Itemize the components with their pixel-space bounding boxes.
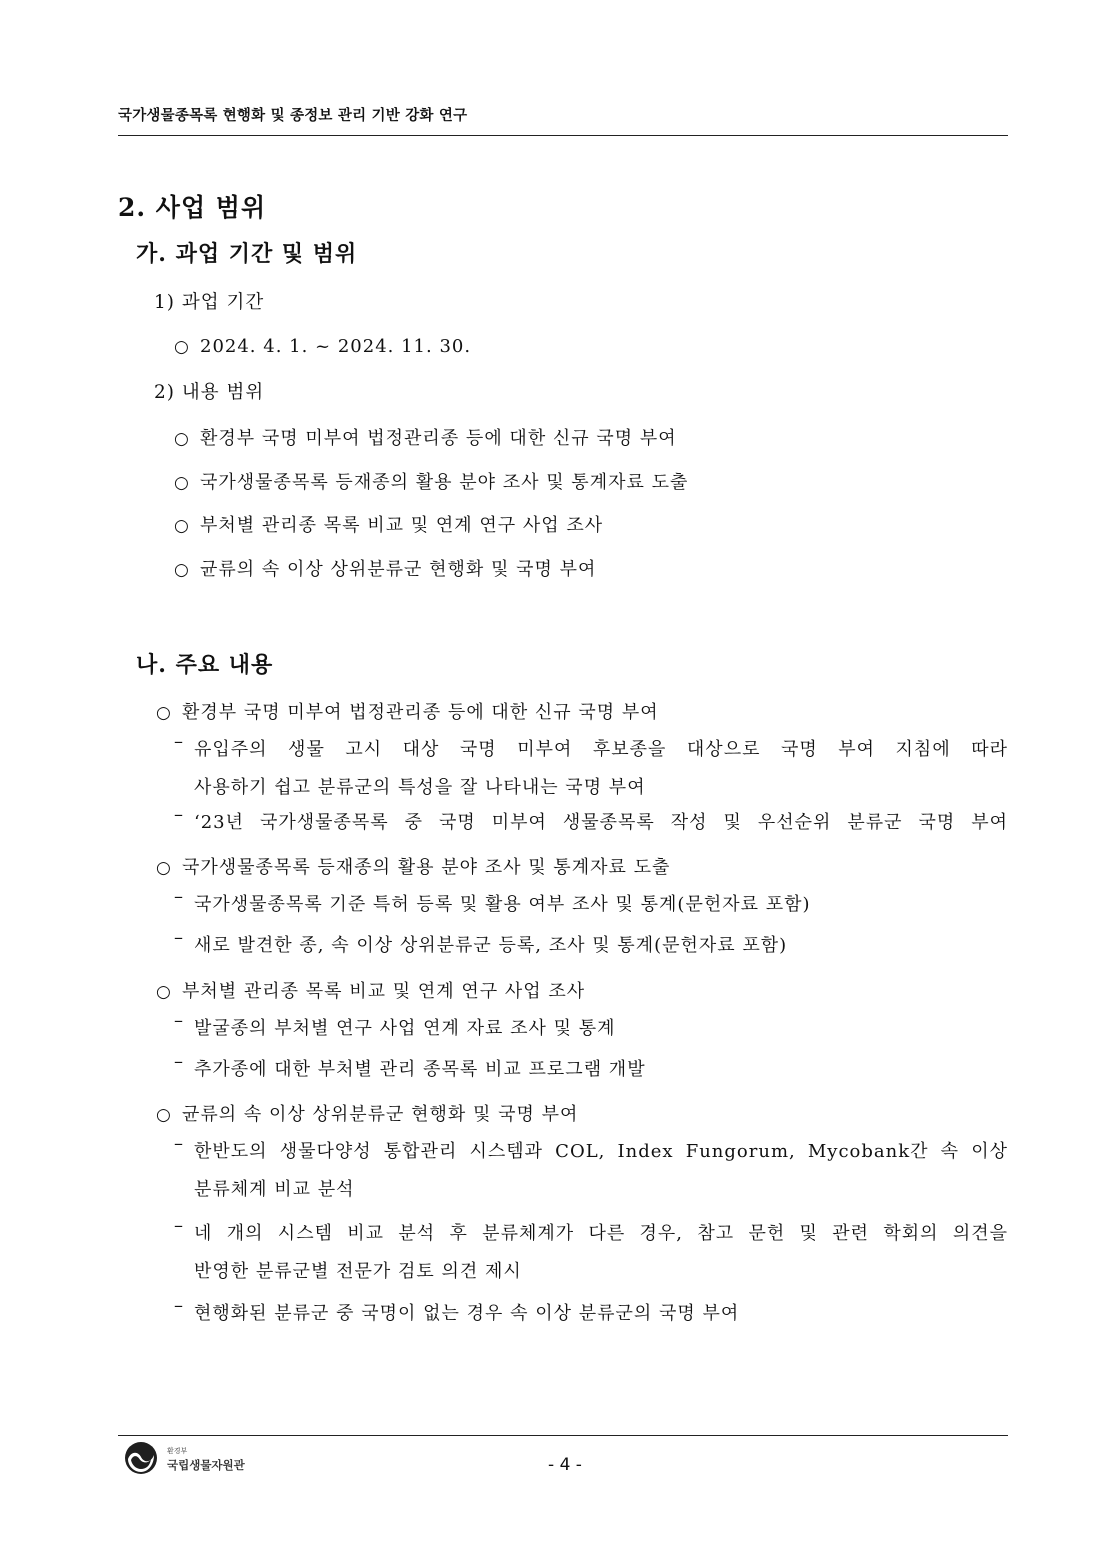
dash-bullet: –: [174, 731, 184, 752]
circle-bullet: ○: [174, 516, 190, 536]
document-header-title: 국가생물종목록 현행화 및 종정보 관리 기반 강화 연구: [118, 108, 468, 124]
page-number: - 4 -: [548, 1455, 582, 1475]
dash-bullet: –: [174, 1295, 184, 1316]
group-title: 국가생물종목록 등재종의 활용 분야 조사 및 통계자료 도출: [182, 857, 671, 878]
dash-item-line: 현행화된 분류군 중 국명이 없는 경우 속 이상 분류군의 국명 부여: [194, 1303, 740, 1324]
circle-bullet: ○: [156, 1105, 172, 1125]
dash-bullet: –: [174, 1051, 184, 1072]
dash-bullet: –: [174, 927, 184, 948]
dash-item-line: 네 개의 시스템 비교 분석 후 분류체계가 다른 경우, 참고 문헌 및 관련 학회의 의견을: [194, 1223, 1008, 1244]
dash-item: [174, 1051, 646, 1089]
dash-bullet: –: [174, 1133, 184, 1154]
dash-item: [174, 1010, 616, 1048]
dash-item: [174, 1215, 1008, 1291]
part-a-title: 가. 과업 기간 및 범위: [136, 241, 358, 267]
circle-bullet: ○: [174, 560, 190, 580]
dash-bullet: –: [174, 1215, 184, 1236]
header-divider: [118, 135, 1008, 136]
circle-bullet: ○: [174, 473, 190, 493]
dash-item: [174, 1133, 1008, 1209]
circle-bullet: ○: [156, 858, 172, 878]
dash-bullet: –: [174, 804, 184, 825]
group-title: 부처별 관리종 목록 비교 및 연계 연구 사업 조사: [182, 981, 586, 1002]
dash-item-line: 발굴종의 부처별 연구 사업 연계 자료 조사 및 통계: [194, 1018, 616, 1039]
scope-text: 국가생물종목록 등재종의 활용 분야 조사 및 통계자료 도출: [200, 472, 689, 493]
dash-item-line: ‘23년 국가생물종목록 중 국명 미부여 생물종목록 작성 및 우선순위 분류군 국명 부여: [194, 812, 1008, 833]
footer-divider: [118, 1435, 1008, 1436]
main-content-group: [156, 1100, 578, 1126]
dash-item-line: 사용하기 쉽고 분류군의 특성을 잘 나타내는 국명 부여: [194, 777, 646, 798]
main-content-group: [156, 977, 585, 1003]
circle-bullet: ○: [174, 429, 190, 449]
scope-item: [174, 424, 677, 450]
dash-item: [174, 886, 811, 924]
period-item: [174, 336, 471, 357]
circle-bullet: ○: [174, 337, 190, 357]
dash-item-line: 반영한 분류군별 전문가 검토 의견 제시: [194, 1261, 522, 1282]
scope-item: [174, 468, 688, 494]
dash-item-line: 유입주의 생물 고시 대상 국명 미부여 후보종을 대상으로 국명 부여 지침에 따라: [194, 739, 1008, 760]
dash-item-line: 추가종에 대한 부처별 관리 종목록 비교 프로그램 개발: [194, 1059, 646, 1080]
dash-item: [174, 1295, 739, 1333]
part-b-title: 나. 주요 내용: [136, 652, 274, 678]
scope-text: 부처별 관리종 목록 비교 및 연계 연구 사업 조사: [200, 515, 604, 536]
group-title: 환경부 국명 미부여 법정관리종 등에 대한 신규 국명 부여: [182, 702, 659, 723]
dash-bullet: –: [174, 886, 184, 907]
scope-text: 균류의 속 이상 상위분류군 현행화 및 국명 부여: [200, 559, 597, 580]
period-title: 1) 과업 기간: [154, 292, 265, 313]
scope-title: 2) 내용 범위: [154, 382, 265, 403]
group-title: 균류의 속 이상 상위분류군 현행화 및 국명 부여: [182, 1104, 579, 1125]
ministry-label: 환경부: [167, 1447, 188, 1455]
period-text: 2024. 4. 1. ~ 2024. 11. 30.: [200, 336, 472, 357]
main-content-group: [156, 853, 670, 879]
main-content-group: [156, 698, 659, 724]
dash-item: [174, 731, 1008, 807]
dash-item: [174, 804, 1008, 842]
scope-item: [174, 555, 596, 581]
ministry-logo-icon: [124, 1441, 158, 1475]
scope-text: 환경부 국명 미부여 법정관리종 등에 대한 신규 국명 부여: [200, 428, 677, 449]
dash-item-line: 한반도의 생물다양성 통합관리 시스템과 COL, Index Fungorum, Mycobank간 속 이상: [194, 1141, 1008, 1162]
circle-bullet: ○: [156, 703, 172, 723]
dash-item-line: 분류체계 비교 분석: [194, 1179, 355, 1200]
dash-item-line: 국가생물종목록 기준 특허 등록 및 활용 여부 조사 및 통계(문헌자료 포함): [194, 894, 811, 915]
organization-name: 국립생물자원관: [167, 1458, 245, 1472]
dash-item-line: 새로 발견한 종, 속 이상 상위분류군 등록, 조사 및 통계(문헌자료 포함): [194, 935, 788, 956]
scope-item: [174, 511, 603, 537]
dash-bullet: –: [174, 1010, 184, 1031]
section-title: 2. 사업 범위: [118, 193, 267, 222]
circle-bullet: ○: [156, 982, 172, 1002]
dash-item: [174, 927, 787, 965]
